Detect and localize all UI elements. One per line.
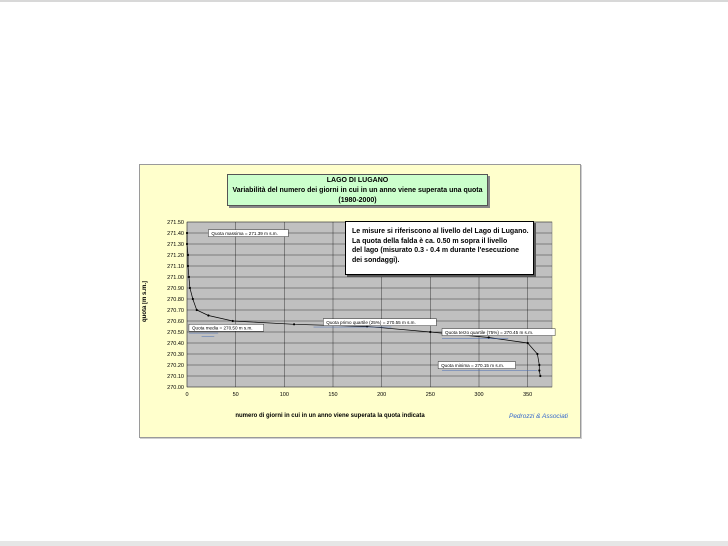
data-point bbox=[293, 323, 295, 325]
chart-svg bbox=[140, 165, 580, 437]
y-tick-label: 271.20 bbox=[167, 253, 184, 259]
note-line-3: del lago (misurato 0.3 - 0.4 m durante l'esecuzione bbox=[352, 247, 519, 254]
window-top-border bbox=[0, 0, 728, 2]
data-point bbox=[429, 331, 431, 333]
y-tick-label: 270.90 bbox=[167, 286, 184, 292]
chart-figure bbox=[139, 164, 581, 438]
data-point bbox=[187, 254, 189, 256]
data-point bbox=[192, 298, 194, 300]
window-bottom-border bbox=[0, 541, 728, 546]
y-tick-label: 270.60 bbox=[167, 319, 184, 325]
x-tick-label: 50 bbox=[232, 392, 239, 398]
data-point bbox=[189, 287, 191, 289]
y-tick-label: 270.20 bbox=[167, 363, 184, 369]
x-axis-label: numero di giorni in cui in un anno viene superata la quota indicata bbox=[235, 413, 425, 419]
x-tick-label: 0 bbox=[185, 392, 189, 398]
data-point bbox=[527, 342, 529, 344]
y-tick-label: 270.70 bbox=[167, 308, 184, 314]
x-tick-label: 200 bbox=[377, 392, 387, 398]
x-tick-label: 250 bbox=[425, 392, 435, 398]
data-point bbox=[488, 336, 490, 338]
credit-label: Pedrozzi & Associati bbox=[508, 413, 568, 420]
y-tick-label: 271.50 bbox=[167, 220, 184, 226]
note-line-1: Le misure si riferiscono al livello del Lago di Lugano. bbox=[352, 228, 529, 235]
y-tick-label: 270.30 bbox=[167, 352, 184, 358]
chart-title-line-2: Variabilità del numero dei giorni in cui in un anno viene superata una quota bbox=[232, 187, 483, 194]
annotation-label: Quota primo quartile (25%) = 270.55 m s.m. bbox=[326, 320, 416, 326]
y-tick-label: 270.00 bbox=[167, 385, 184, 391]
y-tick-label: 271.30 bbox=[167, 242, 184, 248]
chart-title-line-3: (1980-2000) bbox=[338, 197, 377, 204]
data-point bbox=[196, 309, 198, 311]
y-tick-label: 270.50 bbox=[167, 330, 184, 336]
data-point bbox=[538, 369, 540, 371]
annotation-label: Quota minima = 270.15 m s.m. bbox=[441, 363, 505, 368]
y-tick-label: 270.40 bbox=[167, 341, 184, 347]
y-tick-label: 271.10 bbox=[167, 264, 184, 270]
annotation-label: Quota massima = 271.39 m s.m. bbox=[211, 231, 278, 236]
y-tick-label: 270.80 bbox=[167, 297, 184, 303]
y-axis-label: quota [m s.m.] bbox=[142, 280, 148, 322]
y-tick-label: 271.00 bbox=[167, 275, 184, 281]
data-point bbox=[186, 243, 188, 245]
data-point bbox=[188, 276, 190, 278]
chart-title-line-1: LAGO DI LUGANO bbox=[326, 177, 389, 184]
x-tick-label: 300 bbox=[474, 392, 484, 398]
data-point bbox=[539, 375, 541, 377]
data-point bbox=[536, 353, 538, 355]
y-tick-label: 271.40 bbox=[167, 231, 184, 237]
note-line-4: dei sondaggi). bbox=[352, 256, 400, 264]
x-tick-label: 100 bbox=[279, 392, 289, 398]
data-point bbox=[207, 314, 209, 316]
data-point bbox=[232, 320, 234, 322]
note-box bbox=[345, 221, 534, 275]
y-tick-label: 270.10 bbox=[167, 374, 184, 380]
data-point bbox=[538, 364, 540, 366]
annotation-label: Quota media = 270.50 m s.m. bbox=[191, 325, 253, 331]
data-point bbox=[186, 232, 188, 234]
x-tick-label: 150 bbox=[328, 392, 338, 398]
x-tick-label: 350 bbox=[523, 392, 533, 398]
data-point bbox=[187, 265, 189, 267]
annotation-label: Quota terzo quartile (75%) = 270.45 m s.m. bbox=[445, 330, 534, 335]
note-line-2: La quota della falda è ca. 0.50 m sopra il livello bbox=[352, 237, 508, 245]
